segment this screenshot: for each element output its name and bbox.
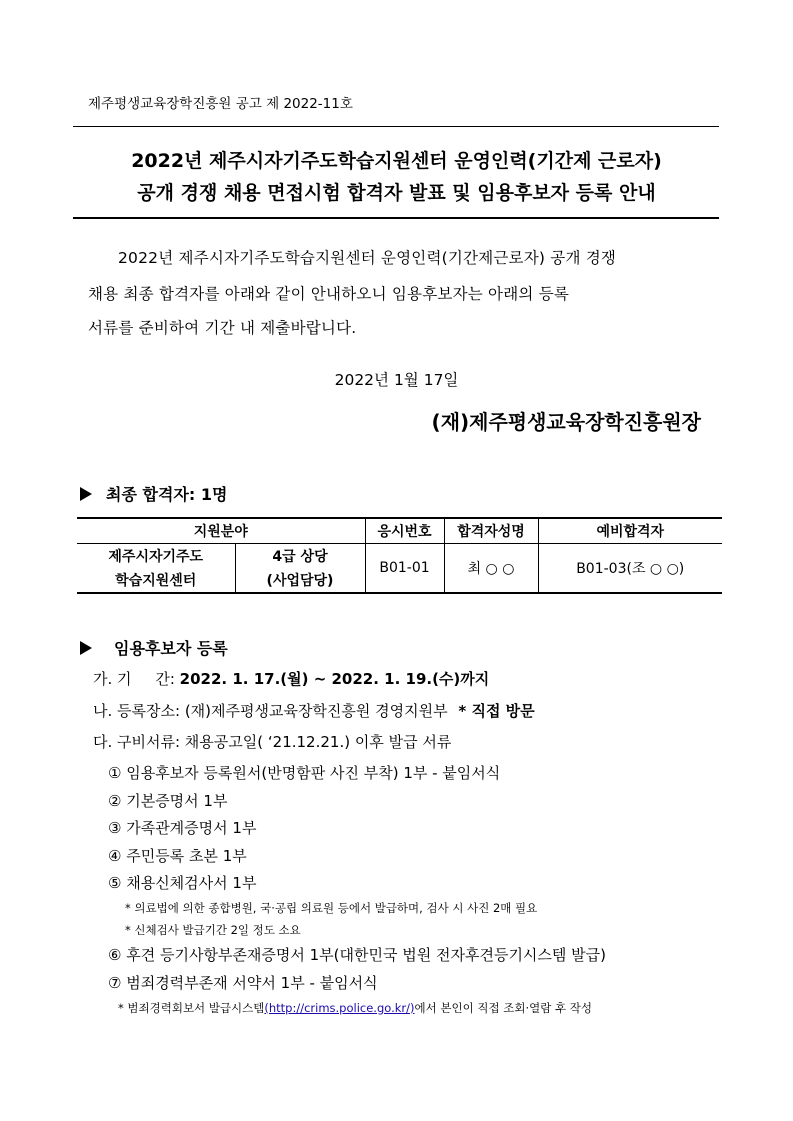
registration-place [93, 700, 535, 721]
period-value: 2022. 1. 17.(월) ~ 2022. 1. 19.(수)까지 [179, 670, 490, 688]
table-row [77, 544, 722, 594]
intro-line3: 서류를 준비하여 기간 내 제출바랍니다. [88, 319, 357, 337]
cell-center [77, 544, 235, 594]
page-title-line1: 2022년 제주시자기주도학습지원센터 운영인력(기간제 근로자) [131, 150, 662, 172]
documents-label: 다. 구비서류: 채용공고일( ‘21.12.21.) 이후 발급 서류 [93, 733, 452, 751]
cell-exam-no: B01-01 [365, 544, 444, 594]
intro-line2: 채용 최종 합격자를 아래와 같이 안내하오니 임용후보자는 아래의 등록 [88, 285, 570, 303]
note-crims-suffix: 에서 본인이 직접 조회·열람 후 작성 [414, 1001, 592, 1015]
note-crims [118, 1000, 592, 1016]
place-label: 나. 등록장소: [93, 702, 185, 720]
center-line1: 제주시자기주도 [108, 549, 204, 565]
grade-line1: 4급 상당 [272, 549, 328, 565]
header-reserve: 예비합격자 [538, 518, 722, 544]
place-value: (재)제주평생교육장학진흥원 경영지원부 [184, 702, 453, 720]
page-title-line2: 공개 경쟁 채용 면접시험 합격자 발표 및 임용후보자 등록 안내 [137, 182, 656, 204]
triangle-bullet-icon [80, 641, 92, 655]
result-table [77, 517, 722, 594]
header-name: 합격자성명 [444, 518, 538, 544]
list-item: ② 기본증명서 1부 [108, 792, 228, 810]
organization-name: (재)제주평생교육장학진흥원장 [431, 410, 701, 434]
intro-line1: 2022년 제주시자기주도학습지원센터 운영인력(기간제근로자) 공개 경쟁 [118, 249, 617, 267]
triangle-bullet-icon [80, 487, 92, 501]
cell-grade [235, 544, 365, 594]
notice-number: 제주평생교육장학진흥원 공고 제 2022-11호 [88, 96, 353, 112]
list-item: ⑤ 채용신체검사서 1부 [108, 874, 257, 892]
section-heading: 임용후보자 등록 [114, 639, 228, 658]
list-item: ④ 주민등록 초본 1부 [108, 847, 247, 865]
grade-line2: (사업담당) [266, 573, 334, 589]
header-exam-no: 응시번호 [365, 518, 444, 544]
section-heading: 최종 합격자: 1명 [106, 485, 228, 504]
list-item: ⑥ 후견 등기사항부존재증명서 1부(대한민국 법원 전자후견등기시스템 발급) [108, 946, 607, 964]
list-item: ③ 가족관계증명서 1부 [108, 819, 257, 837]
list-item: ① 임용후보자 등록원서(반명함판 사진 부착) 1부 - 붙임서식 [108, 764, 501, 782]
note-medical: * 의료법에 의한 종합병원, 국·공립 의료원 등에서 발급하며, 검사 시 사진 2매 필요 [125, 901, 538, 915]
list-item: ⑦ 범죄경력부존재 서약서 1부 - 붙임서식 [108, 974, 378, 992]
place-emphasis: * 직접 방문 [458, 702, 535, 720]
title-rule [73, 217, 719, 219]
section-registration [80, 636, 228, 659]
note-crims-prefix: * 범죄경력회보서 발급시스템 [118, 1001, 265, 1015]
cell-reserve: B01-03(조 ○ ○) [538, 544, 722, 594]
registration-period [93, 668, 489, 689]
cell-name: 최 ○ ○ [444, 544, 538, 594]
section-final-passers [80, 482, 227, 505]
period-label: 가. 기 간: [93, 670, 180, 688]
crims-link[interactable]: (http://crims.police.go.kr/) [264, 1001, 415, 1015]
top-rule [73, 126, 719, 127]
note-period: * 신체검사 발급기간 2일 정도 소요 [125, 923, 301, 937]
announcement-date: 2022년 1월 17일 [334, 371, 459, 389]
header-field: 지원분야 [77, 518, 365, 544]
center-line2: 학습지원센터 [115, 573, 197, 589]
table-header-row [77, 518, 722, 544]
